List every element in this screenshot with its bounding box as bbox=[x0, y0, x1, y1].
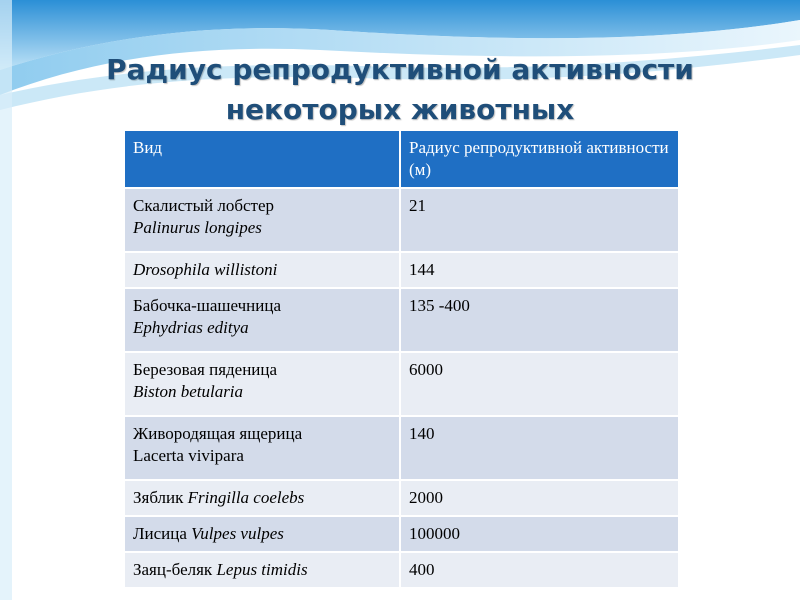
radius-cell: 144 bbox=[400, 252, 679, 288]
table-row bbox=[124, 516, 679, 552]
header-radius: Радиус репродуктивной активности (м) bbox=[400, 130, 679, 188]
species-table bbox=[123, 129, 680, 589]
species-latin-name: Drosophila willistoni bbox=[133, 260, 278, 279]
radius-cell: 2000 bbox=[400, 480, 679, 516]
species-cell bbox=[124, 252, 400, 288]
slide-title bbox=[0, 50, 800, 130]
radius-cell: 400 bbox=[400, 552, 679, 588]
table-row bbox=[124, 416, 679, 480]
species-cell bbox=[124, 188, 400, 252]
table-row bbox=[124, 552, 679, 588]
species-cell bbox=[124, 416, 400, 480]
table-row bbox=[124, 480, 679, 516]
species-cell bbox=[124, 552, 400, 588]
header-species: Вид bbox=[124, 130, 400, 188]
species-cell bbox=[124, 516, 400, 552]
slide-title-line-2: некоторых животных bbox=[225, 93, 575, 126]
species-latin-name: Biston betularia bbox=[133, 382, 244, 401]
species-latin-name: Palinurus longipes bbox=[133, 218, 262, 237]
species-latin-name: Lepus timidis bbox=[216, 560, 308, 579]
species-common-name: Лисица bbox=[133, 524, 192, 543]
species-common-name: Заяц-беляк bbox=[133, 560, 217, 579]
radius-cell: 6000 bbox=[400, 352, 679, 416]
radius-cell: 140 bbox=[400, 416, 679, 480]
species-latin-name: Ephydrias editya bbox=[133, 318, 249, 337]
species-common-name: Бабочка-шашечница bbox=[133, 296, 282, 315]
slide-title-line-1: Радиус репродуктивной активности bbox=[106, 53, 694, 86]
table-header-row bbox=[124, 130, 679, 188]
species-cell bbox=[124, 480, 400, 516]
table-row bbox=[124, 188, 679, 252]
radius-cell: 100000 bbox=[400, 516, 679, 552]
species-latin-name: Lacerta vivipara bbox=[133, 446, 244, 465]
species-common-name: Живородящая ящерица bbox=[133, 424, 303, 443]
species-cell bbox=[124, 352, 400, 416]
radius-cell: 21 bbox=[400, 188, 679, 252]
species-common-name: Березовая пяденица bbox=[133, 360, 278, 379]
species-common-name: Скалистый лобстер bbox=[133, 196, 275, 215]
table-row bbox=[124, 352, 679, 416]
radius-cell: 135 -400 bbox=[400, 288, 679, 352]
species-cell bbox=[124, 288, 400, 352]
table-row bbox=[124, 252, 679, 288]
table-row bbox=[124, 288, 679, 352]
species-latin-name: Fringilla coelebs bbox=[187, 488, 305, 507]
species-latin-name: Vulpes vulpes bbox=[191, 524, 284, 543]
species-common-name: Зяблик bbox=[133, 488, 188, 507]
